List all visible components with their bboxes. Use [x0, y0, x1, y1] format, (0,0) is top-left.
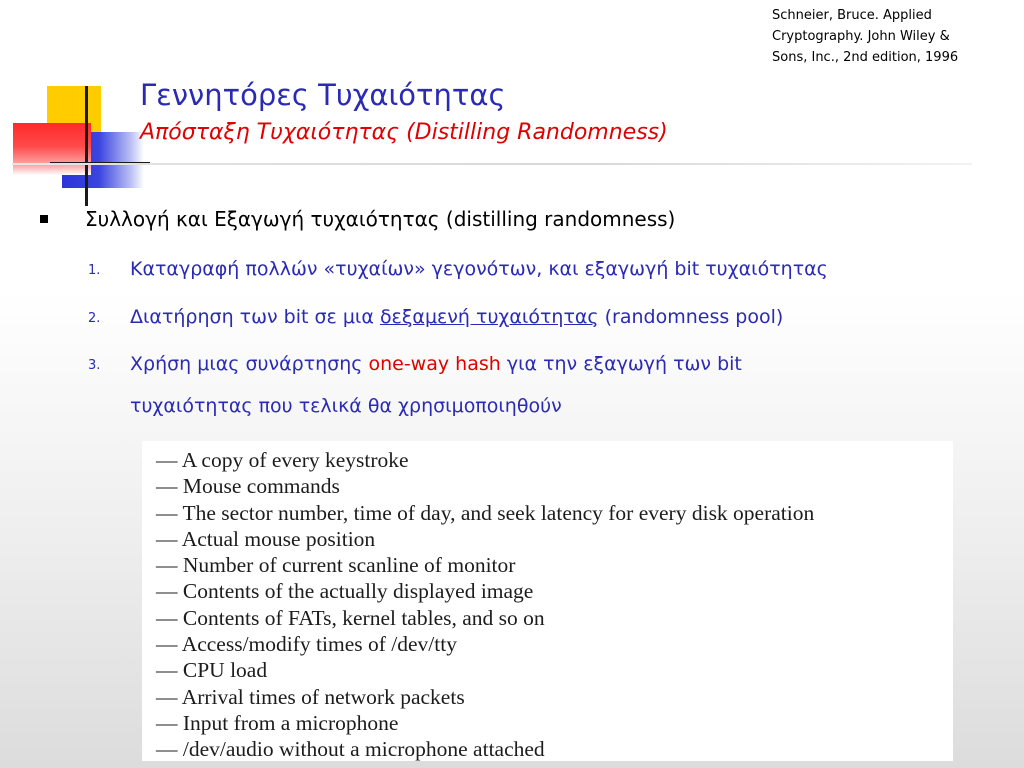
- square-bullet-icon: [40, 215, 48, 223]
- source-item: — Arrival times of network packets: [156, 684, 465, 709]
- item-number: 1.: [88, 263, 101, 278]
- numbered-item-3-continuation: τυχαιότητας που τελικά θα χρησιμοποιηθούν: [130, 395, 562, 417]
- item-text-before: Χρήση μιας συνάρτησης: [130, 353, 369, 375]
- source-item: — The sector number, time of day, and seek latency for every disk operation: [156, 500, 815, 525]
- citation-line: Schneier, Bruce. Applied: [772, 8, 932, 23]
- citation-line: Sons, Inc., 2nd edition, 1996: [772, 50, 959, 65]
- randomness-sources-list: [142, 441, 953, 763]
- citation-line: Cryptography. John Wiley &: [772, 29, 950, 44]
- source-item: — Contents of FATs, kernel tables, and so on: [156, 605, 545, 630]
- source-item: — Access/modify times of /dev/tty: [156, 632, 457, 657]
- item-text-after: για την εξαγωγή των bit: [500, 353, 742, 375]
- randomness-sources-figure: [142, 441, 953, 761]
- logo-vertical-line: [85, 86, 88, 206]
- source-item: — /dev/audio without a microphone attached: [156, 737, 545, 762]
- source-item: — A copy of every keystroke: [156, 448, 409, 472]
- citation: [772, 5, 1012, 68]
- item-text-after: (randomness pool): [598, 306, 784, 328]
- title-divider: [12, 163, 972, 165]
- randomness-pool-term: δεξαμενή τυχαιότητας: [379, 306, 599, 328]
- item-number: 2.: [88, 311, 101, 326]
- slide-logo: [0, 0, 160, 215]
- item-number: 3.: [88, 358, 101, 373]
- slide-title: Γεννητόρες Τυχαιότητας: [140, 78, 506, 112]
- logo-red-square: [13, 123, 91, 175]
- source-item: — CPU load: [156, 658, 268, 683]
- item-text: [130, 353, 742, 375]
- source-item: — Actual mouse position: [156, 526, 376, 551]
- item-text-before: Διατήρηση των bit σε μια: [130, 306, 380, 328]
- source-item: — Contents of the actually displayed image: [156, 579, 534, 604]
- one-way-term: one-way: [368, 353, 450, 375]
- source-item: — Number of current scanline of monitor: [156, 553, 516, 578]
- main-bullet: [40, 207, 675, 231]
- source-item: — Input from a microphone: [156, 710, 399, 735]
- item-text: Καταγραφή πολλών «τυχαίων» γεγονότων, και εξαγωγή bit τυχαιότητας: [130, 258, 828, 280]
- slide-subtitle: Απόσταξη Τυχαιότητας (Distilling Randomness): [140, 120, 668, 145]
- source-item: — Mouse commands: [156, 474, 340, 499]
- item-text: [130, 306, 783, 328]
- main-bullet-text: Συλλογή και Εξαγωγή τυχαιότητας (distilling randomness): [85, 207, 676, 231]
- hash-term: hash: [455, 353, 501, 375]
